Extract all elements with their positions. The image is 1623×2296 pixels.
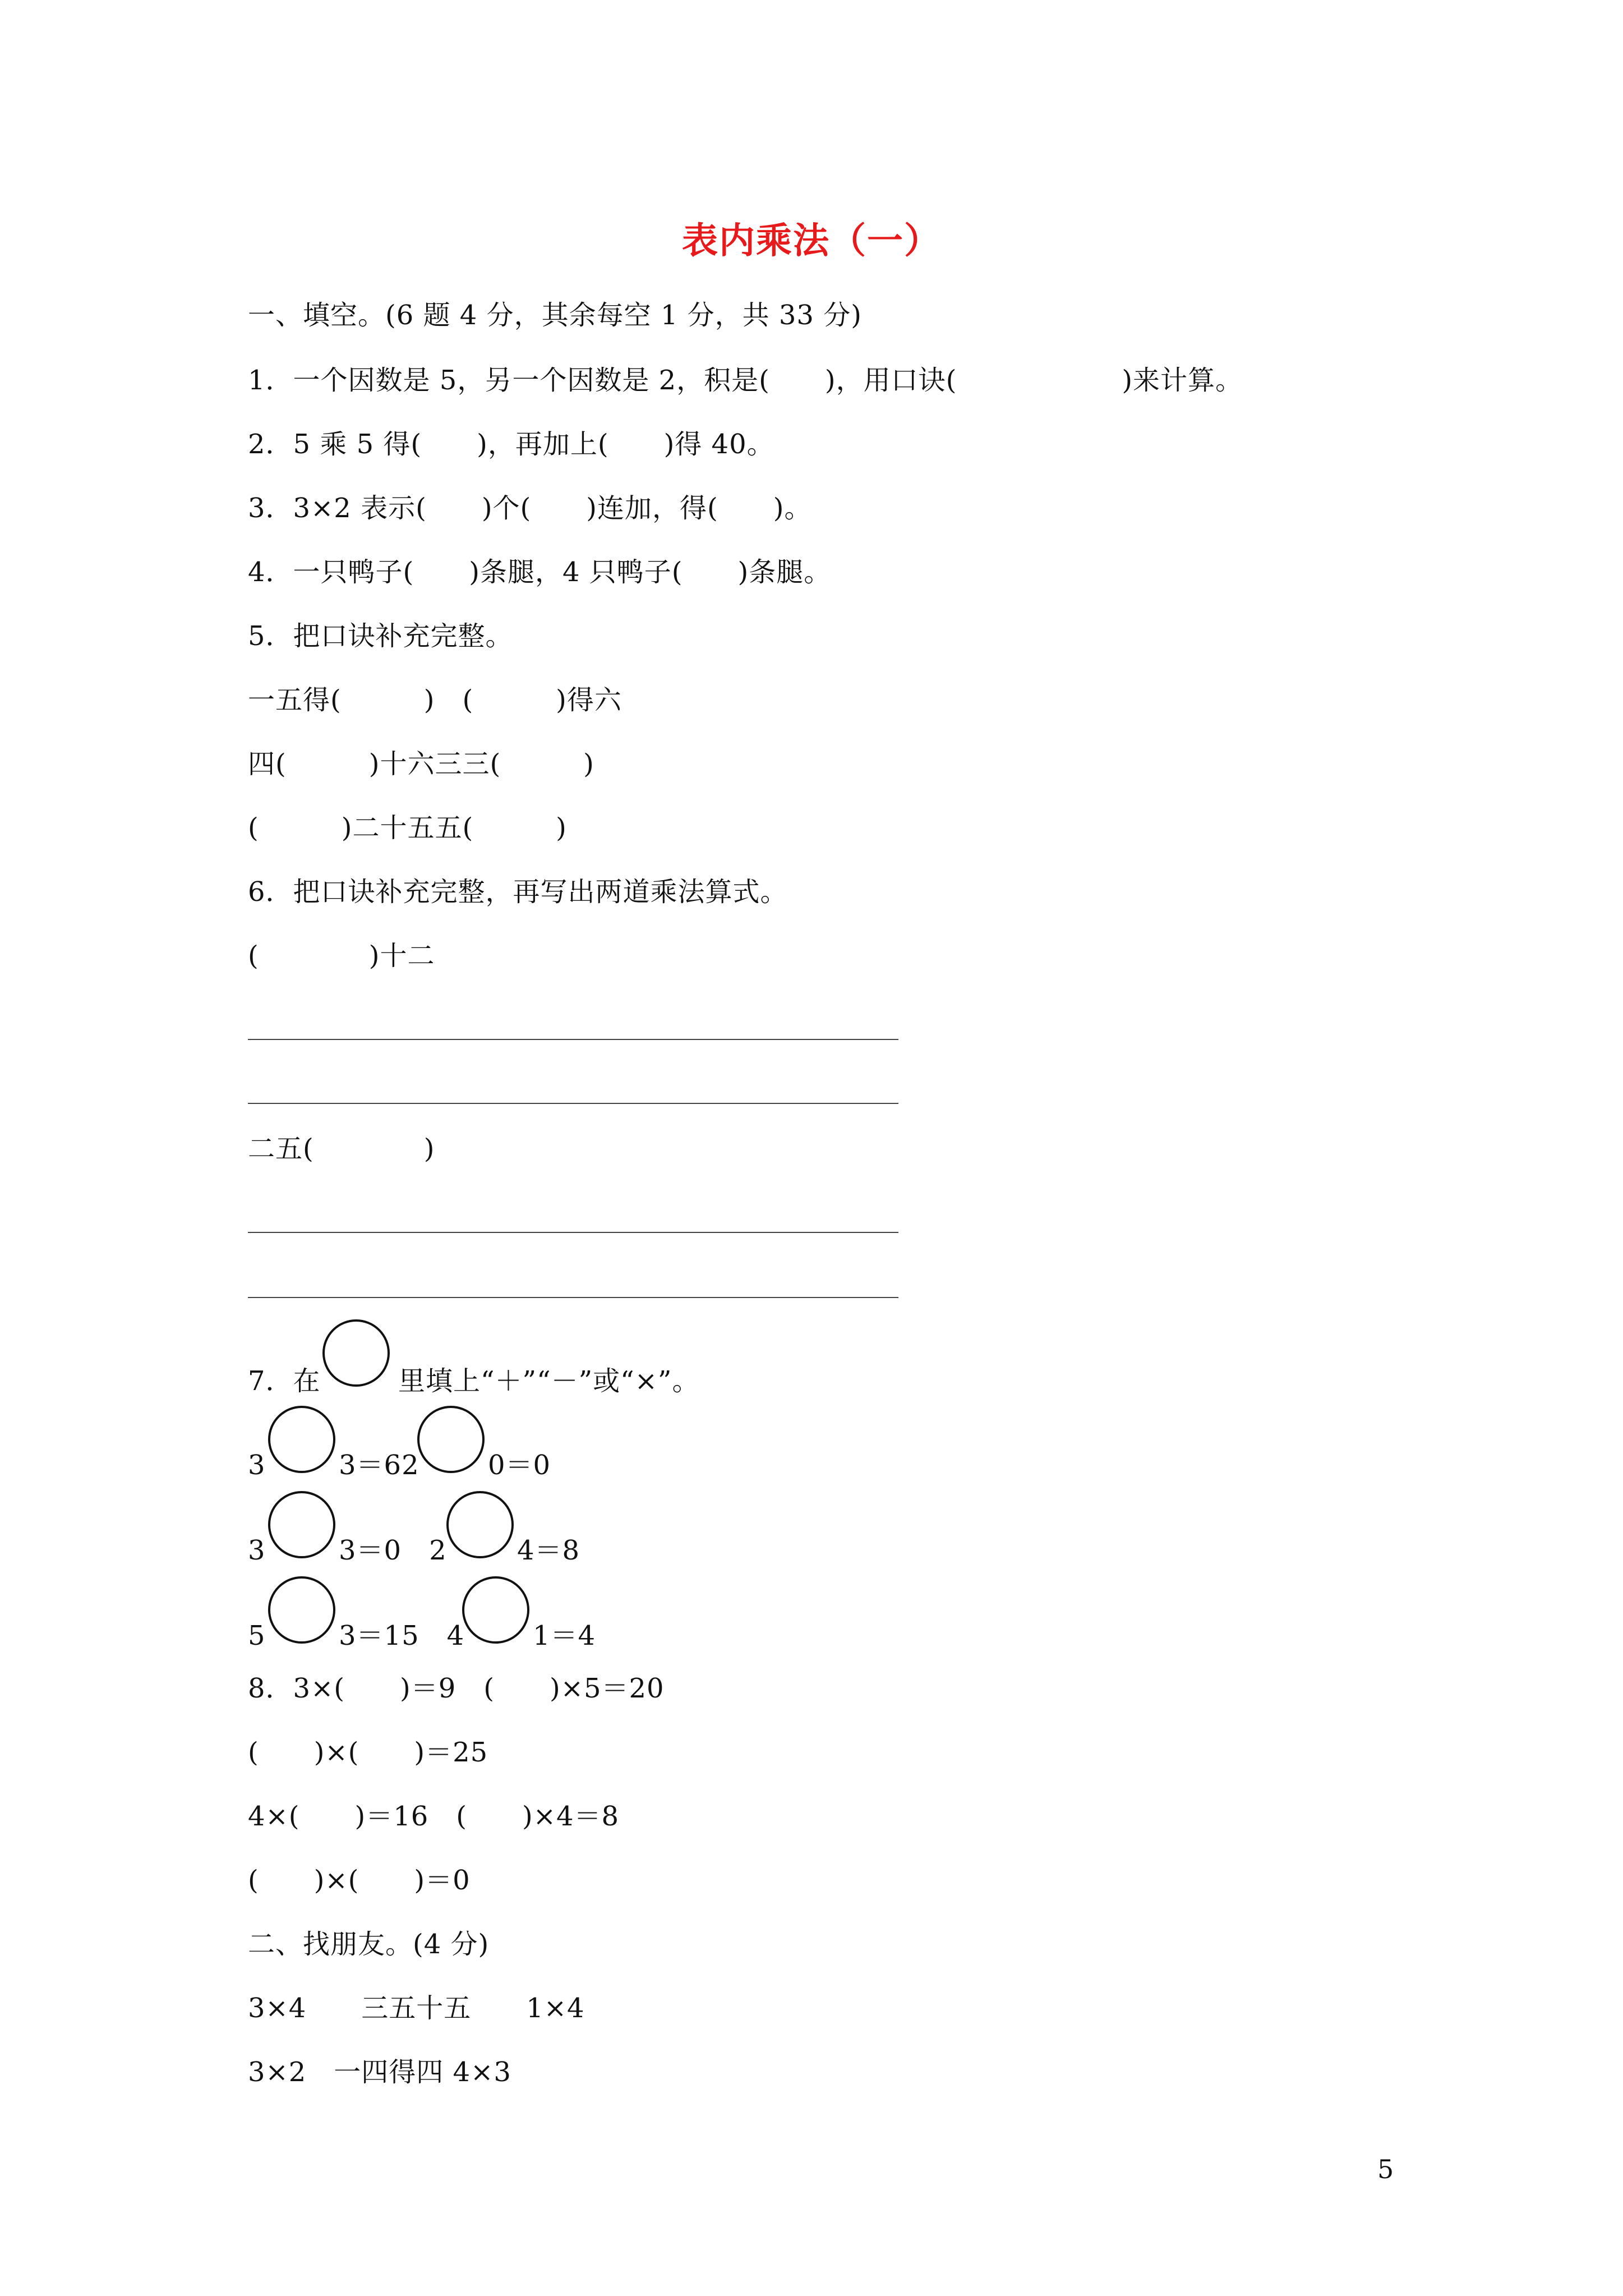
question-8-line-4: ( )×( )＝0 bbox=[248, 1865, 471, 1896]
section-heading-match: 二、找朋友。(4 分) bbox=[248, 1929, 490, 1960]
operator-circle-icon bbox=[268, 1576, 335, 1644]
page-title: 表内乘法（一） bbox=[682, 220, 941, 262]
match-line-2: 3×2 一四得四 4×3 bbox=[248, 2056, 511, 2088]
question-5: 5．把口诀补充完整。 bbox=[248, 620, 513, 652]
question-8-line-2: ( )×( )＝25 bbox=[248, 1737, 488, 1768]
q7-row-1-operand: 3 bbox=[248, 1450, 266, 1481]
q7-row-2-expr: 3＝0 2 bbox=[339, 1535, 447, 1566]
q7-row-1-result: 0＝0 bbox=[488, 1450, 551, 1481]
question-5-line-3: ( )二十五五( ) bbox=[248, 812, 567, 844]
question-8-line-1: 8．3×( )＝9 ( )×5＝20 bbox=[248, 1673, 665, 1704]
operator-circle-icon bbox=[322, 1319, 390, 1387]
question-7-suffix: 里填上“＋”“－”或“×”。 bbox=[398, 1365, 700, 1397]
q7-row-1-expr: 3＝62 bbox=[339, 1450, 419, 1481]
answer-line bbox=[248, 1232, 898, 1233]
q7-row-2-operand: 3 bbox=[248, 1535, 266, 1566]
q7-row-3-expr: 3＝15 4 bbox=[339, 1620, 465, 1651]
q7-row-3-result: 1＝4 bbox=[533, 1620, 596, 1651]
answer-line bbox=[248, 1103, 898, 1104]
question-8-line-3: 4×( )＝16 ( )×4＝8 bbox=[248, 1801, 620, 1832]
match-line-1: 3×4 三五十五 1×4 bbox=[248, 1993, 585, 2024]
operator-circle-icon bbox=[417, 1406, 485, 1473]
section-heading-fill-blank: 一、填空。(6 题 4 分，其余每空 1 分，共 33 分) bbox=[248, 300, 862, 331]
q7-row-3-operand: 5 bbox=[248, 1620, 266, 1651]
question-5-line-2: 四( )十六三三( ) bbox=[248, 748, 594, 780]
question-6-prompt-a: ( )十二 bbox=[248, 940, 435, 972]
question-2: 2．5 乘 5 得( )，再加上( )得 40。 bbox=[248, 429, 774, 460]
operator-circle-icon bbox=[462, 1576, 529, 1644]
question-4: 4．一只鸭子( )条腿，4 只鸭子( )条腿。 bbox=[248, 556, 832, 588]
question-6-prompt-b: 二五( ) bbox=[248, 1133, 435, 1165]
answer-line bbox=[248, 1039, 898, 1040]
q7-row-2-result: 4＝8 bbox=[517, 1535, 580, 1566]
operator-circle-icon bbox=[268, 1491, 335, 1558]
question-5-line-1: 一五得( ) ( )得六 bbox=[248, 684, 622, 716]
page-number: 5 bbox=[1377, 2154, 1394, 2184]
question-7-prefix: 7．在 bbox=[248, 1365, 321, 1397]
answer-line bbox=[248, 1297, 898, 1298]
operator-circle-icon bbox=[446, 1491, 514, 1558]
question-1: 1．一个因数是 5，另一个因数是 2，积是( )，用口诀( )来计算。 bbox=[248, 365, 1243, 396]
question-3: 3．3×2 表示( )个( )连加，得( )。 bbox=[248, 493, 812, 524]
operator-circle-icon bbox=[268, 1406, 335, 1473]
question-6: 6．把口诀补充完整，再写出两道乘法算式。 bbox=[248, 876, 788, 908]
